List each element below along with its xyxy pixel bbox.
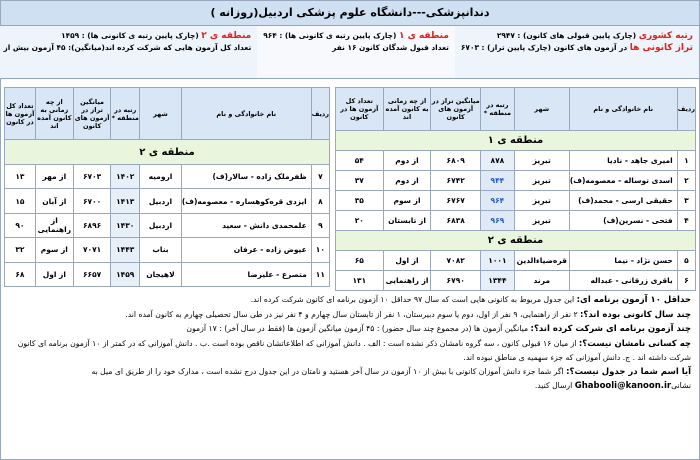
row-number: ۱۱ [311,262,329,286]
region-header-row [336,131,696,151]
region-header-row [5,140,330,164]
total-exams: ۱۳۱ [336,271,384,291]
table-row [5,238,330,262]
city: تبریز [514,211,569,231]
summary-panel [1,26,699,79]
city: تبریز [514,191,569,211]
city: ارومیه [140,164,182,188]
average-score: ۶۷۰۳ [73,164,110,188]
region-rank: ۱۴۰۲ [111,164,140,188]
notes [9,293,691,394]
total-exams: ۳۲ [5,238,36,262]
region-title: منطقه ی ۲ [336,231,696,251]
table-row [5,189,330,213]
col-header-name: نام خانوادگی و نام [569,88,677,131]
student-name: ظفرملک زاده - سالار(ف) [181,164,311,188]
region-rank: ۱۰۰۱ [481,251,515,271]
joined-since: از تابستان [383,211,431,231]
city: لاهیجان [140,262,182,286]
city: تبریز [514,151,569,171]
total-exams: ۱۳ [5,164,36,188]
student-name: عیوض زاده - عرفان [181,238,311,262]
region-title: منطقه ی ۱ [336,131,696,151]
table-row [336,211,696,231]
kanoon-score-value: در آزمون های کانون (چارک پایین تراز) : ۶۷۰۳ [460,43,630,52]
joined-since: از دوم [383,171,431,191]
average-score: ۶۶۵۷ [73,262,110,286]
region1-value: (چارک پایین رتبه ی کانونی ها) : ۹۶۴ [263,31,399,40]
table-row [336,191,696,211]
joined-since: از سوم [383,191,431,211]
region-rank: ۹۶۹ [481,211,515,231]
col-header-total: تعداد کل آزمون ها در کانون [5,88,36,140]
row-number: ۵ [677,251,695,271]
joined-since: از دوم [383,151,431,171]
table-row [336,251,696,271]
region2-value: (چارک پایین رتبه ی کانونی ها) : ۱۴۵۹ [61,31,202,40]
summary-region1 [257,26,455,78]
region-rank: ۱۴۵۹ [111,262,140,286]
row-number: ۳ [677,191,695,211]
average-score: ۶۷۶۷ [431,191,481,211]
note-not-listed: آیا اسم شما در جدول نیست؟: اگر شما جزء دانش آموزان کانونی با بیش از ۱۰ آزمون در سال آخر هستید و نامتان در این جدول درج نشده است ، مدارک خود را از طریق ای میل به نشانیGhabooli@kanoon.ir ارسال کنید. [91,366,691,391]
region-rank: ۸۷۸ [481,151,515,171]
table-row [336,151,696,171]
region1-label: منطقه ی ۱ [398,31,449,41]
average-score: ۷۰۸۲ [431,251,481,271]
note-years: چند سال کانونی بوده اند؟: ۲ نفر از راهنمایی، ۹ نفر از اول، دوم یا سوم دبیرستان، ۱ نفر از تابستان سال چهارم و ۴ نفر نیز در طی سال تحصیلی چهارم به کانون آمده اند. [125,309,691,320]
table-row [5,262,330,286]
col-header-avg: میانگین تراز در آزمون های کانون [431,88,481,131]
joined-since: از مهر [35,164,73,188]
total-exams: ۲۰ [336,211,384,231]
total-exams: ۱۵ [5,189,36,213]
region2-label: منطقه ی ۲ [201,31,252,41]
joined-since: از راهنمایی [35,213,73,237]
city: قرەضیاءالدین [514,251,569,271]
average-score: ۷۰۷۱ [73,238,110,262]
total-exams: ۳۷ [336,171,384,191]
row-number: ۲ [677,171,695,191]
kanoon-score-label: تراز کانونی ها [629,43,693,53]
region-rank: ۱۴۱۳ [111,189,140,213]
row-number: ۱ [677,151,695,171]
joined-since: از سوم [35,238,73,262]
joined-since: از راهنمایی [383,271,431,291]
region-rank: ۱۴۴۳ [111,238,140,262]
table-row [5,164,330,188]
average-score: ۶۸۰۹ [431,151,481,171]
table-row [336,171,696,191]
col-header-since: از چه زمانی به کانون آمده اند [35,88,73,140]
col-header-since: از چه زمانی به کانون آمده اند [383,88,431,131]
summary-region2 [0,26,257,78]
table-header-row [5,88,330,140]
average-score: ۶۷۴۲ [431,171,481,191]
col-header-total: تعداد کل آزمون ها در کانون [336,88,384,131]
national-rank-label: رتبه کشوری [638,31,693,41]
city: بناب [140,238,182,262]
region-rank: ۹۴۴ [481,171,515,191]
email-link[interactable]: Ghabooli@kanoon.ir [574,381,672,391]
region-rank: ۱۴۳۰ [111,213,140,237]
region-title: منطقه ی ۲ [5,140,330,164]
national-rank-value: (چارک پایین قبولی های کانون) : ۲۹۴۷ [496,31,639,40]
row-number: ۹ [311,213,329,237]
total-exams: ۶۵ [336,251,384,271]
page-title: دندانپزشکی---دانشگاه علوم پزشکی اردبیل(روزانه ) [1,1,699,26]
student-name: اسدی توساله - معصومه(ف) [569,171,677,191]
student-name: امیری جاهد - نادیا [569,151,677,171]
average-score: ۶۷۰۰ [73,189,110,213]
student-name: ایزدی قرەکوهساره - معصومه(ف) [181,189,311,213]
student-name: حقیقی ارسی - محمد(ف) [569,191,677,211]
row-number: ۱۰ [311,238,329,262]
note-min-exams: حداقل ۱۰ آزمون برنامه ای: این جدول مربوط به کانونی هایی است که سال ۹۷ حداقل ۱۰ آزمون برنامه ای کانون شرکت کرده اند. [250,295,691,305]
summary-national [455,26,699,78]
city: مرند [514,271,569,291]
total-exams: ۳۵ [336,191,384,211]
student-name: حسن نژاد - نیما [569,251,677,271]
right-table [335,87,696,291]
col-header-avg: میانگین تراز در آزمون های کانون [73,88,110,140]
exam-count-summary: تعداد کل آزمون هایی که شرکت کرده اند(میانگین): ۴۵ آزمون بیش از [3,43,252,52]
student-name: باقری زرقانی - عبداله [569,271,677,291]
joined-since: از اول [35,262,73,286]
region-header-row [336,231,696,251]
note-exam-count: چند آزمون برنامه ای شرکت کرده اند؟: میانگین آزمون ها (در مجموع چند سال حضور) : ۴۵ آزمون میانگین آزمون ها (فقط در سال آخر) : ۱۷ آزمون [186,324,691,334]
table-row [336,271,696,291]
joined-since: از اول [383,251,431,271]
note-missing: چه کسانی نامشان نیست؟: از میان ۱۶ قبولی کانون ، سه گروه نامشان ذکر نشده است : الف . دانش آموزانی که اطلاعاتشان ناقص بوده است .ب . دانش آموزانی که در کمتر از ۱۰ آزمون برنامه ای کانون شرکت داشته اند . ج. دانش آموزانی که جزء سهمیه ی مناطق نبوده اند. [17,338,691,362]
col-header-city: شهر [140,88,182,140]
average-score: ۶۷۹۰ [431,271,481,291]
row-number: ۴ [677,211,695,231]
row-number: ۷ [311,164,329,188]
student-name: متصرع - علیرضا [181,262,311,286]
col-header-rank: رتبه در منطقه * [481,88,515,131]
average-score: ۶۸۹۶ [73,213,110,237]
table-row [5,213,330,237]
city: اردبیل [140,189,182,213]
region-rank: ۱۳۴۴ [481,271,515,291]
total-exams: ۹۰ [5,213,36,237]
average-score: ۶۸۳۸ [431,211,481,231]
region-rank: ۹۶۴ [481,191,515,211]
col-header-rank: رتبه در منطقه * [111,88,140,140]
tables-area [1,87,699,287]
total-exams: ۵۴ [336,151,384,171]
row-number: ۸ [311,189,329,213]
col-header-row: ردیف [311,88,329,140]
city: تبریز [514,171,569,191]
row-number: ۶ [677,271,695,291]
left-table [4,87,330,287]
student-name: فتحی - نسرین(ف) [569,211,677,231]
accepted-count: تعداد قبول شدگان کانون ۱۶ نفر [332,43,449,52]
col-header-row: ردیف [677,88,695,131]
total-exams: ۶۸ [5,262,36,286]
col-header-city: شهر [514,88,569,131]
col-header-name: نام خانوادگی و نام [181,88,311,140]
student-name: علمحمدی دانش - سعید [181,213,311,237]
city: اردبیل [140,213,182,237]
table-header-row [336,88,696,131]
joined-since: از آبان [35,189,73,213]
